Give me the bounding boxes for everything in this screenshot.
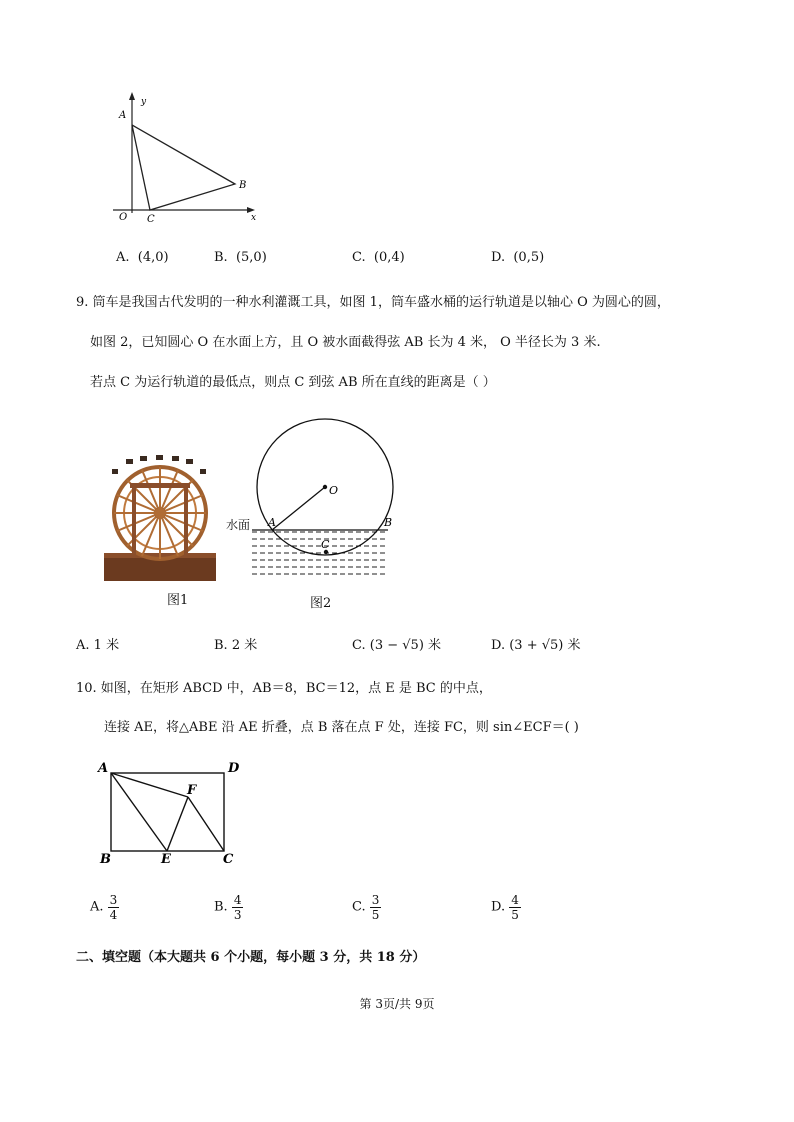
point-e-label: E — [161, 852, 171, 867]
q10-line-2: 连接 AE，将△ABE 沿 AE 折叠，点 B 落在点 F 处，连接 FC，则 sin∠ECF＝( ) — [104, 720, 579, 735]
option-letter: A. — [90, 899, 104, 915]
denominator: 4 — [109, 908, 118, 922]
water-wheel-photo — [102, 455, 218, 583]
q9-option-c[interactable] — [352, 637, 441, 655]
triangle-abc — [132, 125, 235, 210]
option-fraction — [370, 893, 382, 922]
point-d-label: D — [228, 761, 240, 776]
segment-fe — [167, 797, 188, 851]
point-f-label: F — [187, 783, 197, 798]
q9-figure-2 — [220, 410, 410, 588]
option-letter: A. — [116, 250, 130, 265]
numerator: 4 — [233, 893, 242, 907]
option-letter: D. — [491, 250, 506, 265]
q8-option-a[interactable] — [116, 249, 169, 267]
numerator: 3 — [371, 893, 380, 907]
option-letter: B. — [214, 899, 228, 915]
q9-line-3: 若点 C 为运行轨道的最低点，则点 C 到弦 AB 所在直线的距离是（ ） — [90, 375, 496, 390]
segment-fc — [188, 797, 224, 851]
segment-ae — [111, 773, 167, 851]
q9-option-b[interactable] — [214, 637, 257, 655]
point-c-label: C — [147, 214, 155, 225]
q8-option-b[interactable] — [214, 249, 267, 267]
option-value: 2 米 — [231, 638, 258, 653]
option-letter: B. — [214, 638, 228, 653]
numerator: 4 — [511, 893, 519, 907]
option-value: (4,0) — [137, 250, 169, 265]
option-letter: D. — [491, 638, 506, 653]
q10-option-b[interactable] — [214, 893, 243, 922]
figure-1-caption: 图1 — [167, 593, 189, 608]
q9-option-d[interactable] — [491, 637, 581, 655]
origin-label: O — [119, 212, 128, 223]
option-letter: C. — [352, 899, 366, 915]
point-o-label: O — [329, 484, 339, 497]
point-a-label: A — [119, 110, 127, 121]
q10-line-1: 10. 如图，在矩形 ABCD 中，AB＝8，BC＝12，点 E 是 BC 的中点， — [76, 681, 492, 696]
water-surface-label: 水面 — [226, 518, 251, 532]
option-value: (0,4) — [373, 250, 405, 265]
rectangle-abcd — [111, 773, 224, 851]
point-b-label: B — [239, 180, 247, 191]
denominator: 5 — [511, 908, 519, 922]
q8-option-c[interactable] — [352, 249, 405, 267]
q8-figure — [105, 88, 265, 228]
option-letter: C. — [352, 638, 366, 653]
q10-option-d[interactable] — [491, 893, 521, 922]
option-value: (5,0) — [235, 250, 267, 265]
section-2-title: 二、填空题（本大题共 6 个小题，每小题 3 分，共 18 分） — [76, 950, 426, 965]
q10-option-c[interactable] — [352, 893, 381, 922]
center-point-o — [323, 485, 327, 489]
q9-line-2: 如图 2，已知圆心 O 在水面上方，且 O 被水面截得弦 AB 长为 4 米， O 半径长为 3 米. — [90, 335, 601, 350]
point-a-label: A — [98, 761, 109, 776]
point-b-label: B — [100, 852, 111, 867]
q9-option-a[interactable] — [76, 637, 119, 655]
q9-line-1: 9. 筒车是我国古代发明的一种水利灌溉工具，如图 1，筒车盛水桶的运行轨道是以轴心 O 为圆心的圆， — [76, 295, 670, 310]
option-letter: A. — [76, 638, 90, 653]
denominator: 5 — [371, 908, 380, 922]
numerator: 3 — [109, 893, 118, 907]
option-fraction — [509, 893, 521, 922]
option-value: (3 − √5) 米 — [369, 638, 442, 653]
option-value: (0,5) — [513, 250, 545, 265]
option-value: (3 + √5) 米 — [509, 638, 581, 653]
point-c-label: C — [321, 538, 330, 551]
option-value: 1 米 — [93, 638, 120, 653]
q10-option-a[interactable] — [90, 893, 119, 922]
point-a-label: A — [268, 516, 276, 529]
denominator: 3 — [233, 908, 242, 922]
y-axis-label: y — [141, 97, 147, 107]
option-letter: B. — [214, 250, 228, 265]
option-letter: C. — [352, 250, 366, 265]
radius-oa — [272, 487, 325, 530]
option-fraction — [232, 893, 244, 922]
q8-option-d[interactable] — [491, 249, 544, 267]
y-axis-arrow — [129, 92, 135, 100]
point-c-label: C — [223, 852, 234, 867]
option-fraction — [108, 893, 120, 922]
figure-2-caption: 图2 — [310, 596, 332, 611]
q10-figure — [92, 756, 252, 868]
page-footer: 第 3页/共 9页 — [359, 997, 435, 1011]
x-axis-label: x — [251, 213, 257, 223]
segment-af — [111, 773, 188, 797]
option-letter: D. — [491, 899, 506, 915]
point-b-label: B — [384, 516, 393, 529]
